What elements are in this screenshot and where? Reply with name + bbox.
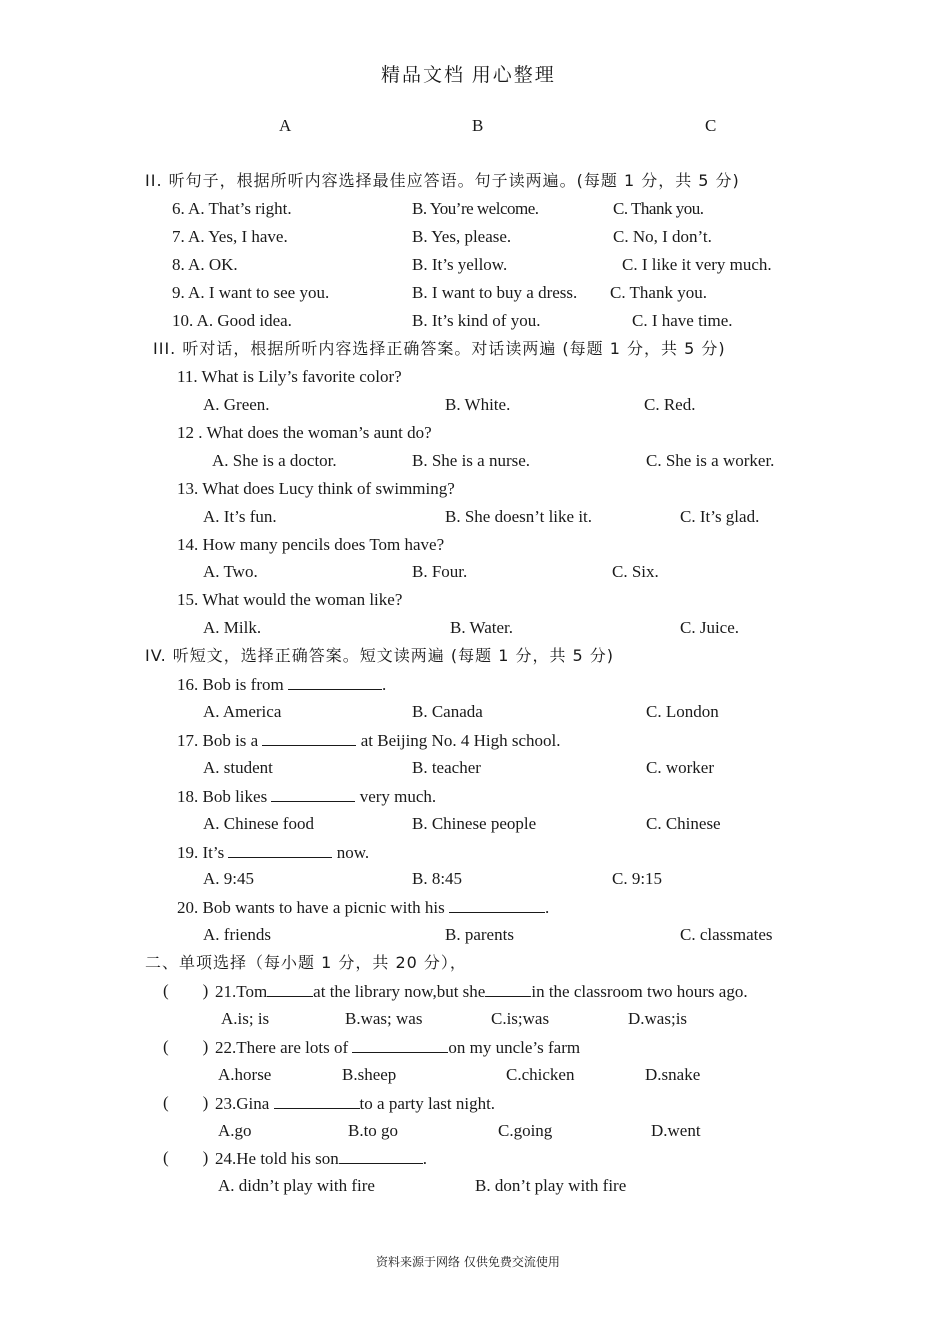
q20-text — [177, 897, 549, 918]
q17-option-a: A. student — [203, 758, 273, 777]
q17-text-end: at Beijing No. 4 High school. — [360, 731, 561, 750]
q24-text — [215, 1148, 427, 1169]
answer-blank — [267, 981, 313, 997]
q7-option-c: C. No, I don’t. — [613, 227, 712, 246]
q22-option-b: B.sheep — [342, 1065, 397, 1084]
q13-option-a: A. It’s fun. — [203, 507, 277, 526]
q14-text: 14. How many pencils does Tom have? — [177, 535, 445, 554]
answer-blank — [339, 1148, 423, 1164]
q23-text-end: to a party last night. — [359, 1094, 496, 1113]
q18-option-a: A. Chinese food — [203, 814, 314, 833]
q12-option-a: A. She is a doctor. — [212, 451, 337, 470]
answer-blank — [262, 730, 356, 746]
q9-option-b: B. I want to buy a dress. — [412, 283, 578, 302]
q19-option-c: C. 9:15 — [612, 869, 663, 888]
q24-option-b: B. don’t play with fire — [475, 1176, 627, 1195]
q21-text-start: 21.Tom — [215, 982, 268, 1001]
q22-text-start: 22.There are lots of — [215, 1038, 349, 1057]
part-2-title: 二、单项选择（每小题 1 分，共 20 分）， — [145, 953, 467, 972]
q15-text: 15. What would the woman like? — [177, 590, 403, 609]
q7-option-b: B. Yes, please. — [412, 227, 512, 246]
q21-option-a: A.is; is — [221, 1009, 270, 1028]
q8-option-b: B. It’s yellow. — [412, 255, 508, 274]
q13-option-b: B. She doesn’t like it. — [445, 507, 593, 526]
q19-option-b: B. 8:45 — [412, 869, 463, 888]
q23-text-start: 23.Gina — [215, 1094, 270, 1113]
q11-option-c: C. Red. — [644, 395, 696, 414]
q22-option-a: A.horse — [218, 1065, 272, 1084]
answer-blank — [485, 981, 531, 997]
q9-option-a: 9. A. I want to see you. — [172, 283, 330, 302]
q18-text-end: very much. — [359, 787, 437, 806]
q23-text — [215, 1093, 495, 1114]
q18-option-b: B. Chinese people — [412, 814, 537, 833]
q17-option-b: B. teacher — [412, 758, 481, 777]
q24-text-start: 24.He told his son — [215, 1149, 339, 1168]
q13-text: 13. What does Lucy think of swimming? — [177, 479, 455, 498]
picture-label-c: C — [705, 116, 717, 135]
page-footer: 资料来源于网络 仅供免费交流使用 — [376, 1255, 560, 1269]
q10-option-c: C. I have time. — [632, 311, 733, 330]
q20-option-a: A. friends — [203, 925, 271, 944]
q6-option-a: 6. A. That’s right. — [172, 199, 292, 218]
q11-option-a: A. Green. — [203, 395, 270, 414]
q20-text-start: 20. Bob wants to have a picnic with his — [177, 898, 445, 917]
q21-text — [215, 981, 748, 1002]
picture-label-a: A — [279, 116, 292, 135]
answer-blank — [228, 842, 332, 858]
q11-option-b: B. White. — [445, 395, 511, 414]
q22-text-end: on my uncle’s farm — [448, 1038, 581, 1057]
q22-text — [215, 1037, 580, 1058]
answer-blank — [271, 786, 355, 802]
q24-option-a: A. didn’t play with fire — [218, 1176, 375, 1195]
q16-option-b: B. Canada — [412, 702, 483, 721]
q16-option-a: A. America — [203, 702, 282, 721]
q10-option-a: 10. A. Good idea. — [172, 311, 292, 330]
q23-option-c: C.going — [498, 1121, 553, 1140]
q21-option-b: B.was; was — [345, 1009, 423, 1028]
q12-text: 12 . What does the woman’s aunt do? — [177, 423, 432, 442]
q17-text — [177, 730, 560, 751]
q22-option-d: D.snake — [645, 1065, 701, 1084]
q19-text-end: now. — [336, 843, 370, 862]
q23-option-b: B.to go — [348, 1121, 399, 1140]
q19-text-start: 19. It’s — [177, 843, 225, 862]
q8-option-a: 8. A. OK. — [172, 255, 238, 274]
q21-text-end: in the classroom two hours ago. — [531, 982, 748, 1001]
answer-blank — [449, 897, 545, 913]
q15-option-b: B. Water. — [450, 618, 514, 637]
picture-label-b: B — [472, 116, 484, 135]
q14-option-c: C. Six. — [612, 562, 659, 581]
answer-paren: ( ) — [163, 1148, 209, 1167]
q14-option-a: A. Two. — [203, 562, 258, 581]
q21-option-c: C.is;was — [491, 1009, 550, 1028]
answer-blank — [288, 674, 382, 690]
q20-option-c: C. classmates — [680, 925, 773, 944]
section-4-title: IV. 听短文，选择正确答案。短文读两遍 (每题 1 分，共 5 分) — [145, 646, 615, 665]
q7-option-a: 7. A. Yes, I have. — [172, 227, 288, 246]
answer-paren: ( ) — [163, 1093, 209, 1112]
q8-option-c: C. I like it very much. — [622, 255, 772, 274]
q6-option-b: B. You’re welcome. — [412, 199, 539, 218]
page-header: 精品文档 用心整理 — [381, 65, 556, 86]
section-2-title: II. 听句子，根据所听内容选择最佳应答语。句子读两遍。(每题 1 分，共 5 分) — [145, 171, 740, 190]
answer-paren: ( ) — [163, 1037, 209, 1056]
q14-option-b: B. Four. — [412, 562, 468, 581]
q17-text-start: 17. Bob is a — [177, 731, 259, 750]
q23-option-d: D.went — [651, 1121, 701, 1140]
q17-option-c: C. worker — [646, 758, 714, 777]
q18-text-start: 18. Bob likes — [177, 787, 268, 806]
q23-option-a: A.go — [218, 1121, 252, 1140]
answer-paren: ( ) — [163, 981, 209, 1000]
answer-blank — [274, 1093, 360, 1109]
q16-text — [177, 674, 386, 695]
q16-text-end: . — [381, 675, 387, 694]
q21-option-d: D.was;is — [628, 1009, 688, 1028]
answer-blank — [352, 1037, 448, 1053]
q12-option-c: C. She is a worker. — [646, 451, 775, 470]
q20-text-end: . — [544, 898, 550, 917]
q16-option-c: C. London — [646, 702, 719, 721]
q15-option-c: C. Juice. — [680, 618, 740, 637]
q19-text — [177, 842, 369, 863]
q15-option-a: A. Milk. — [203, 618, 262, 637]
q18-text — [177, 786, 436, 807]
q16-text-start: 16. Bob is from — [177, 675, 284, 694]
q12-option-b: B. She is a nurse. — [412, 451, 531, 470]
q24-text-end: . — [422, 1149, 427, 1168]
q9-option-c: C. Thank you. — [610, 283, 707, 302]
q18-option-c: C. Chinese — [646, 814, 721, 833]
q21-text-middle: at the library now,but she — [313, 982, 486, 1001]
section-3-title: III. 听对话，根据所听内容选择正确答案。对话读两遍 (每题 1 分，共 5 分) — [153, 339, 726, 358]
q10-option-b: B. It’s kind of you. — [412, 311, 541, 330]
q6-option-c: C. Thank you. — [613, 199, 704, 218]
q19-option-a: A. 9:45 — [203, 869, 254, 888]
q20-option-b: B. parents — [445, 925, 514, 944]
q11-text: 11. What is Lily’s favorite color? — [177, 367, 402, 386]
q22-option-c: C.chicken — [506, 1065, 575, 1084]
q13-option-c: C. It’s glad. — [680, 507, 760, 526]
